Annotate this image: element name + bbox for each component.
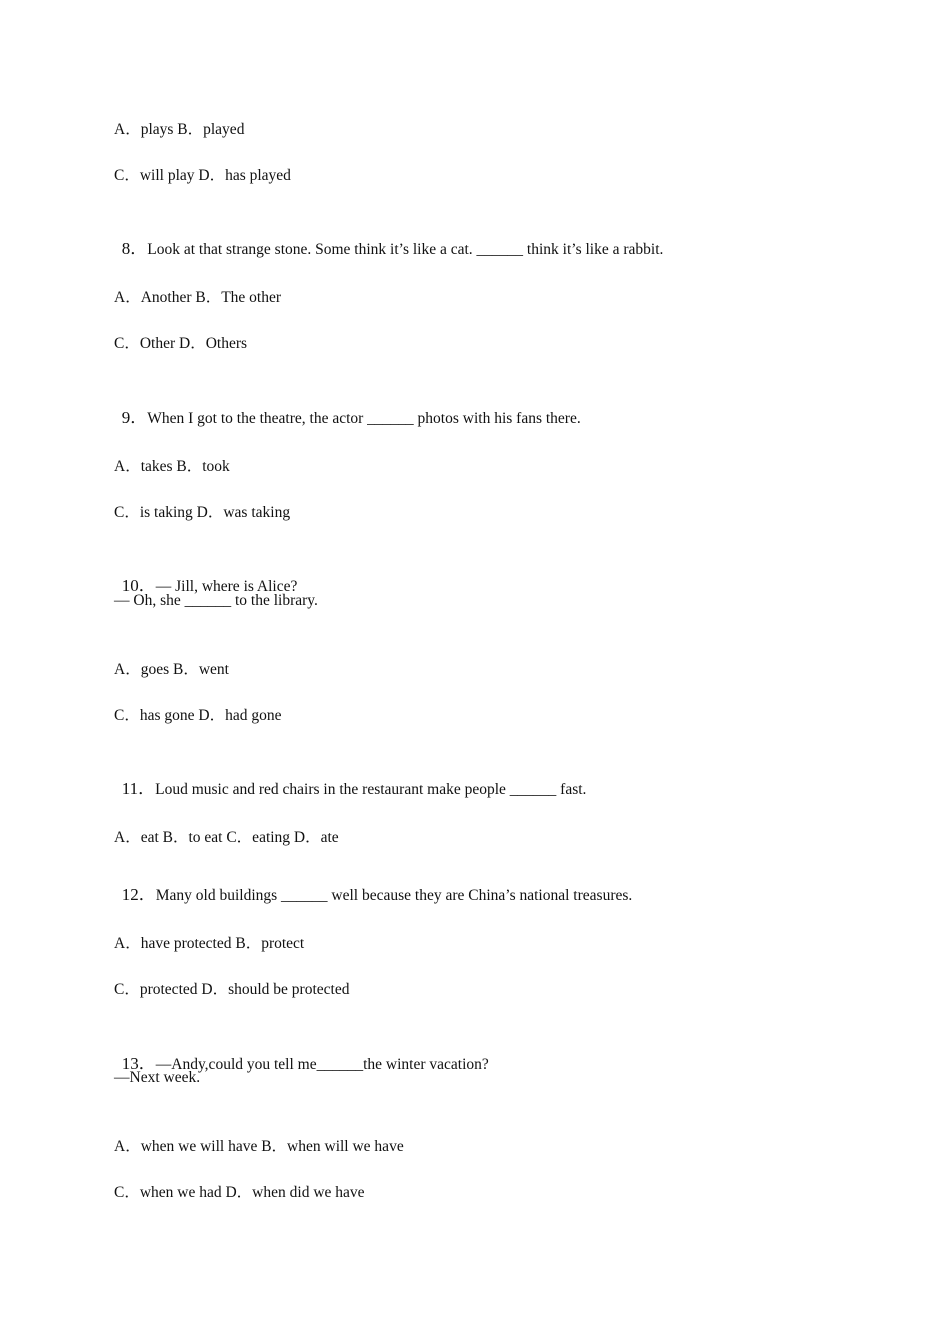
q10-options-ab: A．goes B．went bbox=[114, 661, 229, 678]
question-12-stem: Many old buildings ______ well because they are China’s national treasures. bbox=[155, 887, 633, 904]
q12-options-cd: C．protected D．should be protected bbox=[114, 981, 350, 998]
q11-options: A．eat B．to eat C．eating D．ate bbox=[114, 829, 339, 846]
question-8 bbox=[114, 219, 663, 260]
q7-options-ab: A．plays B．played bbox=[114, 121, 245, 138]
q7-options-cd: C．will play D．has played bbox=[114, 167, 291, 184]
q12-options-ab: A．have protected B．protect bbox=[114, 935, 305, 952]
question-9 bbox=[114, 388, 581, 429]
question-11 bbox=[114, 759, 586, 800]
question-11-stem: Loud music and red chairs in the restaurant make people ______ fast. bbox=[155, 781, 587, 798]
question-8-stem: Look at that strange stone. Some think it’s like a cat. ______ think it’s like a rabbit. bbox=[147, 241, 664, 258]
question-13-number: 13． bbox=[121, 1054, 156, 1073]
question-11-number: 11． bbox=[121, 779, 156, 798]
q9-options-ab: A．takes B．took bbox=[114, 458, 230, 475]
question-12 bbox=[114, 865, 632, 906]
question-8-number: 8． bbox=[121, 239, 148, 258]
question-13-stem: —Andy,could you tell me______the winter vacation? bbox=[155, 1056, 489, 1073]
q13-options-ab: A．when we will have B．when will we have bbox=[114, 1138, 404, 1155]
question-9-stem: When I got to the theatre, the actor ______ photos with his fans there. bbox=[147, 410, 581, 427]
question-13-stem-line2: —Next week. bbox=[114, 1069, 201, 1086]
question-9-number: 9． bbox=[121, 408, 148, 427]
q10-options-cd: C．has gone D．had gone bbox=[114, 707, 282, 724]
question-12-number: 12． bbox=[121, 885, 156, 904]
question-10-stem: — Jill, where is Alice? bbox=[155, 578, 298, 595]
q8-options-ab: A．Another B．The other bbox=[114, 289, 282, 306]
q9-options-cd: C．is taking D．was taking bbox=[114, 504, 291, 521]
question-10-stem-line2: — Oh, she ______ to the library. bbox=[114, 592, 318, 609]
q8-options-cd: C．Other D．Others bbox=[114, 335, 248, 352]
q13-options-cd: C．when we had D．when did we have bbox=[114, 1184, 365, 1201]
question-10-number: 10． bbox=[121, 576, 156, 595]
